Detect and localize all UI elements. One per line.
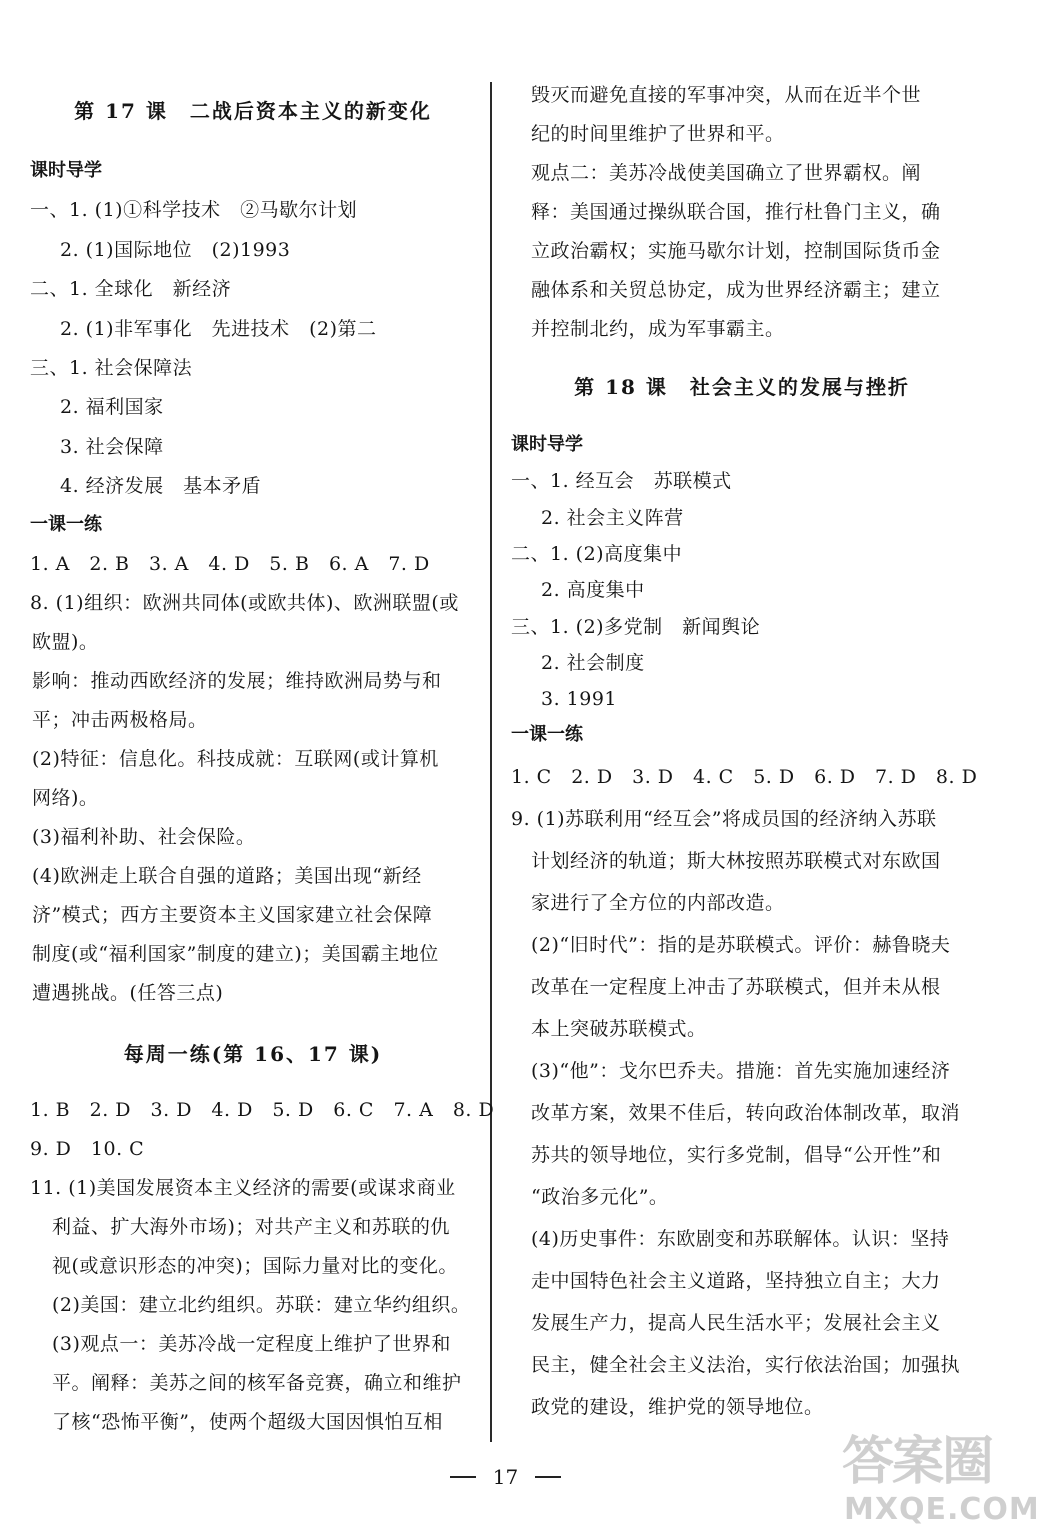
guide-heading: 课时导学 [511, 434, 583, 455]
answer-line: 计划经济的轨道；斯大林按照苏联模式对东欧国 [531, 850, 941, 872]
page-number-dash [450, 1476, 476, 1478]
answer-line: 释：美国通过操纵联合国，推行杜鲁门主义，确 [531, 201, 941, 223]
answer-line: 4. 经济发展 基本矛盾 [60, 475, 262, 497]
answer-line: 了核“恐怖平衡”，使两个超级大国因惧怕互相 [52, 1411, 443, 1433]
watermark-text: MXQE.COM [844, 1492, 1040, 1527]
answer-line: 观点二：美苏冷战使美国确立了世界霸权。阐 [531, 162, 922, 184]
answer-line: 民主，健全社会主义法治，实行依法治国；加强执 [531, 1354, 961, 1376]
page-number-dash [535, 1476, 561, 1478]
answer-line: 平；冲击两极格局。 [32, 709, 208, 731]
answer-line: 2. (1)非军事化 先进技术 (2)第二 [60, 318, 377, 340]
page-number-value: 17 [492, 1464, 519, 1489]
answer-line: 纪的时间里维护了世界和平。 [531, 123, 785, 145]
answer-line: (4)历史事件：东欧剧变和苏联解体。认识：坚持 [531, 1228, 950, 1250]
answer-line: 3. 1991 [541, 688, 618, 710]
answer-line: 毁灭而避免直接的军事冲突，从而在近半个世 [531, 84, 922, 106]
answer-line: 改革在一定程度上冲击了苏联模式，但并未从根 [531, 976, 941, 998]
answer-line: 融体系和关贸总协定，成为世界经济霸主；建立 [531, 279, 941, 301]
answer-line: 1. A 2. B 3. A 4. D 5. B 6. A 7. D [30, 553, 430, 575]
answer-line: 政党的建设，维护党的领导地位。 [531, 1396, 824, 1418]
answer-line: 平。阐释：美苏之间的核军备竞赛，确立和维护 [52, 1372, 462, 1394]
answer-line: 遭遇挑战。(任答三点) [32, 982, 224, 1004]
answer-line: 济”模式；西方主要资本主义国家建立社会保障 [32, 904, 433, 926]
answer-line: 制度(或“福利国家”制度的建立)；美国霸主地位 [32, 943, 439, 965]
answer-line: 2. 福利国家 [60, 396, 164, 418]
answer-line: 欧盟)。 [32, 631, 99, 653]
answer-line: 改革方案，效果不佳后，转向政治体制改革，取消 [531, 1102, 961, 1124]
practice-heading: 一课一练 [511, 724, 583, 745]
answer-line: (3)观点一：美苏冷战一定程度上维护了世界和 [52, 1333, 451, 1355]
answer-line: 1. B 2. D 3. D 4. D 5. D 6. C 7. A 8. D [30, 1099, 495, 1121]
answer-line: 9. D 10. C [30, 1138, 145, 1160]
lesson-18-title: 第 18 课 社会主义的发展与挫折 [574, 375, 910, 399]
answer-line: 2. (1)国际地位 (2)1993 [60, 239, 291, 261]
answer-line: (2)美国：建立北约组织。苏联：建立华约组织。 [52, 1294, 471, 1316]
watermark-glyphs: 答案圈 [842, 1432, 993, 1492]
guide-heading: 课时导学 [30, 160, 102, 181]
weekly-practice-title: 每周一练(第 16、17 课) [123, 1042, 383, 1066]
answer-line: 立政治霸权；实施马歇尔计划，控制国际货币金 [531, 240, 941, 262]
column-divider [490, 82, 492, 1442]
answer-line: 三、1. (2)多党制 新闻舆论 [511, 616, 761, 638]
answer-line: (2)“旧时代”：指的是苏联模式。评价：赫鲁晓夫 [531, 934, 951, 956]
answer-line: (2)特征：信息化。科技成就：互联网(或计算机 [32, 748, 439, 770]
answer-line: 家进行了全方位的内部改造。 [531, 892, 785, 914]
answer-line: 并控制北约，成为军事霸主。 [531, 318, 785, 340]
answer-line: 一、1. 经互会 苏联模式 [511, 470, 732, 492]
answer-line: 2. 高度集中 [541, 579, 645, 601]
answer-line: 二、1. 全球化 新经济 [30, 278, 232, 300]
answer-line: 3. 社会保障 [60, 436, 164, 458]
answer-line: 三、1. 社会保障法 [30, 357, 193, 379]
lesson-17-title: 第 17 课 二战后资本主义的新变化 [74, 99, 432, 123]
answer-line: 影响：推动西欧经济的发展；维持欧洲局势与和 [32, 670, 442, 692]
answer-line: (4)欧洲走上联合自强的道路；美国出现“新经 [32, 865, 422, 887]
answer-line: 发展生产力，提高人民生活水平；发展社会主义 [531, 1312, 941, 1334]
answer-line: 走中国特色社会主义道路，坚持独立自主；大力 [531, 1270, 941, 1292]
answer-line: 二、1. (2)高度集中 [511, 543, 683, 565]
answer-line: 2. 社会制度 [541, 652, 645, 674]
answer-line: 苏共的领导地位，实行多党制，倡导“公开性”和 [531, 1144, 942, 1166]
answer-line: 本上突破苏联模式。 [531, 1018, 707, 1040]
answer-line: (3)福利补助、社会保险。 [32, 826, 256, 848]
answer-line: (3)“他”：戈尔巴乔夫。措施：首先实施加速经济 [531, 1060, 951, 1082]
answer-line: 11. (1)美国发展资本主义经济的需要(或谋求商业 [30, 1177, 456, 1199]
watermark-logo [836, 1430, 1040, 1534]
answer-line: 一、1. (1)①科学技术 ②马歇尔计划 [30, 199, 358, 221]
answer-line: “政治多元化”。 [531, 1186, 669, 1208]
answer-line: 网络)。 [32, 787, 99, 809]
practice-heading: 一课一练 [30, 514, 102, 535]
answer-line: 2. 社会主义阵营 [541, 507, 684, 529]
answer-line: 8. (1)组织：欧洲共同体(或欧共体)、欧洲联盟(或 [30, 592, 459, 614]
answer-line: 视(或意识形态的冲突)；国际力量对比的变化。 [52, 1255, 458, 1277]
answer-line: 利益、扩大海外市场)；对共产主义和苏联的仇 [52, 1216, 450, 1238]
answer-line: 1. C 2. D 3. D 4. C 5. D 6. D 7. D 8. D [511, 766, 978, 788]
answer-line: 9. (1)苏联利用“经互会”将成员国的经济纳入苏联 [511, 808, 937, 830]
